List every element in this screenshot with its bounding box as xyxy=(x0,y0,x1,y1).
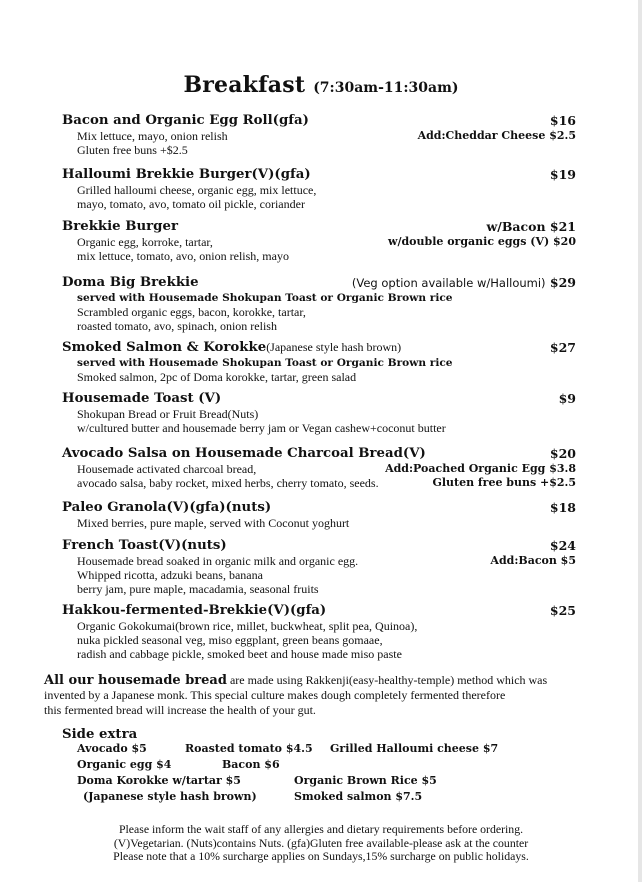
item-description: mayo, tomato, avo, tomato oil pickle, coriander xyxy=(77,197,305,211)
item-addon: Add:Poached Organic Egg $3.8 xyxy=(385,462,576,475)
item-name: Avocado Salsa on Housemade Charcoal Bread(V) xyxy=(62,446,426,461)
item-description: Scrambled organic eggs, bacon, korokke, tartar, xyxy=(77,305,306,319)
item-price: $16 xyxy=(549,113,576,128)
item-price: $9 xyxy=(558,391,576,406)
footer-line: Please note that a 10% surcharge applies on Sundays,15% surcharge on public holidays. xyxy=(113,849,529,863)
item-price-value: $29 xyxy=(549,275,576,290)
side-item-organic-egg: Organic egg $4 xyxy=(77,758,172,771)
item-name: Paleo Granola(V)(gfa)(nuts) xyxy=(62,500,272,515)
bread-note-line: invented by a Japanese monk. This special culture makes dough completely fermented therefore xyxy=(44,688,506,702)
menu-item xyxy=(62,218,576,263)
item-name: Halloumi Brekkie Burger(V)(gfa) xyxy=(62,167,311,182)
hours-label: (7:30am-11:30am) xyxy=(313,80,459,96)
side-item-korokke: Doma Korokke w/tartar $5 xyxy=(77,774,241,787)
menu-item xyxy=(62,499,576,530)
item-name xyxy=(62,339,576,356)
item-description: avocado salsa, baby rocket, mixed herbs, cherry tomato, seeds. xyxy=(77,476,379,490)
footer-line: Please inform the wait staff of any allergies and dietary requirements before ordering. xyxy=(118,822,524,836)
side-item-brown-rice: Organic Brown Rice $5 xyxy=(294,774,437,787)
menu-item xyxy=(62,166,576,211)
menu-item xyxy=(62,274,576,333)
item-description: Housemade activated charcoal bread, xyxy=(77,462,257,476)
bread-note-text: are made using Rakkenji(easy-healthy-temple) method which was xyxy=(226,673,548,687)
item-description: roasted tomato, avo, spinach, onion relish xyxy=(77,319,277,333)
item-price: $18 xyxy=(549,500,576,515)
item-description: radish and cabbage pickle, smoked beet and house made miso paste xyxy=(77,647,402,661)
item-name: Brekkie Burger xyxy=(62,219,178,234)
item-price: $19 xyxy=(549,167,576,182)
side-item-korokke-note: (Japanese style hash brown) xyxy=(83,790,257,803)
menu-item xyxy=(62,112,576,157)
item-description: Whipped ricotta, adzuki beans, banana xyxy=(77,568,263,582)
item-description: Organic egg, korroke, tartar, xyxy=(77,235,213,249)
item-price: $20 xyxy=(549,446,576,461)
footer xyxy=(0,823,642,864)
item-price: $25 xyxy=(549,603,576,618)
item-note: (Veg option available w/Halloumi) xyxy=(351,276,546,290)
menu-item xyxy=(62,390,576,435)
bread-note-line: this fermented bread will increase the health of your gut. xyxy=(44,703,316,717)
item-name-text: Smoked Salmon & Korokke xyxy=(62,340,267,355)
item-addon: Gluten free buns +$2.5 xyxy=(432,476,576,489)
item-description: Mix lettuce, mayo, onion relish xyxy=(77,129,228,143)
item-served-with: served with Housemade Shokupan Toast or Organic Brown rice xyxy=(77,292,453,304)
item-description: Mixed berries, pure maple, served with Coconut yoghurt xyxy=(77,516,350,530)
item-price: $24 xyxy=(549,538,576,553)
item-description: Organic Gokokumai(brown rice, millet, buckwheat, split pea, Quinoa), xyxy=(77,619,418,633)
menu-title xyxy=(0,72,642,98)
item-addon: Add:Bacon $5 xyxy=(490,554,576,567)
item-description: Shokupan Bread or Fruit Bread(Nuts) xyxy=(77,407,259,421)
menu-item xyxy=(62,339,576,384)
bread-note xyxy=(44,673,594,718)
item-addon: w/double organic eggs (V) $20 xyxy=(387,235,576,248)
side-item-avocado: Avocado $5 xyxy=(77,742,147,755)
side-item-halloumi: Grilled Halloumi cheese $7 xyxy=(330,742,499,755)
side-extra xyxy=(62,726,582,803)
item-description: mix lettuce, tomato, avo, onion relish, mayo xyxy=(77,249,289,263)
item-name-note: (Japanese style hash brown) xyxy=(266,340,402,354)
footer-line: (V)Vegetarian. (Nuts)contains Nuts. (gfa)Gluten free available-please ask at the counter xyxy=(113,835,529,850)
item-description: Gluten free buns +$2.5 xyxy=(77,143,188,157)
item-name: Hakkou-fermented-Brekkie(V)(gfa) xyxy=(62,603,327,618)
item-served-with: served with Housemade Shokupan Toast or Organic Brown rice xyxy=(77,357,453,369)
item-price: $27 xyxy=(549,340,576,355)
item-price xyxy=(352,274,576,292)
side-item-bacon: Bacon $6 xyxy=(222,758,280,771)
menu-item xyxy=(62,537,576,596)
menu-item xyxy=(62,445,576,490)
item-addon: Add:Cheddar Cheese $2.5 xyxy=(417,129,576,142)
bread-note-lead: All our housemade bread xyxy=(44,673,227,688)
item-description: w/cultured butter and housemade berry jam or Vegan cashew+coconut butter xyxy=(77,421,446,435)
side-item-roasted-tomato: Roasted tomato $4.5 xyxy=(185,742,313,755)
item-description: nuka pickled seasonal veg, miso eggplant, green beans gomaae, xyxy=(77,633,383,647)
item-description: Grilled halloumi cheese, organic egg, mix lettuce, xyxy=(77,183,317,197)
item-name: Housemade Toast (V) xyxy=(62,391,222,406)
item-name: French Toast(V)(nuts) xyxy=(62,538,227,553)
item-name: Doma Big Brekkie xyxy=(62,275,199,290)
side-extra-heading: Side extra xyxy=(62,727,138,742)
item-description: Smoked salmon, 2pc of Doma korokke, tartar, green salad xyxy=(77,370,357,384)
menu-item xyxy=(62,602,576,661)
side-item-smoked-salmon: Smoked salmon $7.5 xyxy=(294,790,423,803)
item-description: Housemade bread soaked in organic milk and organic egg. xyxy=(77,554,359,568)
item-description: berry jam, pure maple, macadamia, seasonal fruits xyxy=(77,582,319,596)
page-title: Breakfast xyxy=(183,72,306,98)
item-name: Bacon and Organic Egg Roll(gfa) xyxy=(62,113,309,128)
page-edge xyxy=(638,0,642,882)
item-price: w/Bacon $21 xyxy=(486,219,576,234)
